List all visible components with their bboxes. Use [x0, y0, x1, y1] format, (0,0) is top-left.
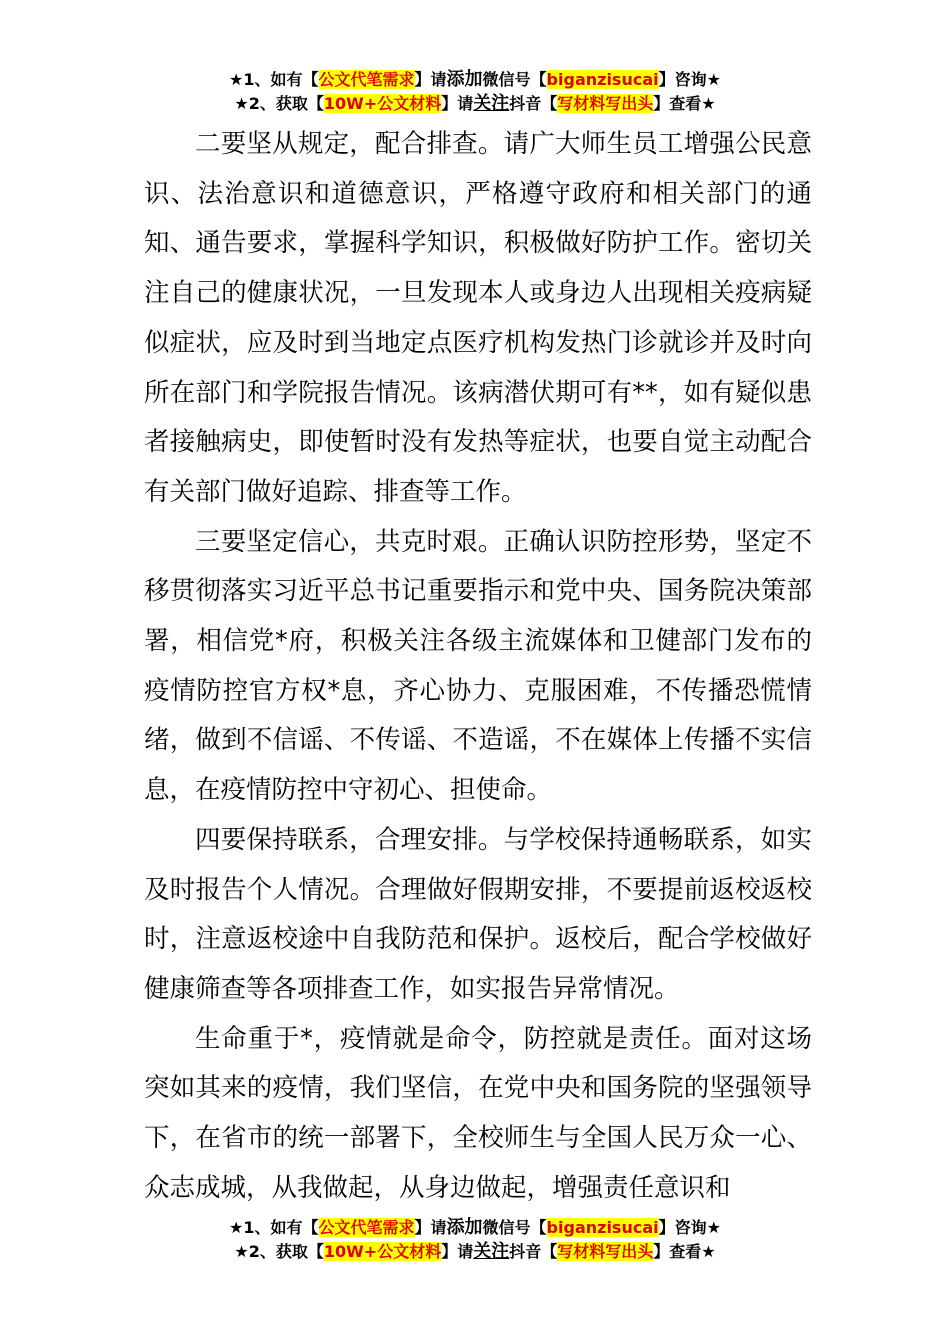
banner-line-2-highlight-materials: 10W+公文材料	[323, 94, 442, 113]
footer-banner-line-1	[0, 1216, 950, 1240]
banner-line-1-mid-2: 微信号【	[482, 70, 547, 89]
footer-banner	[0, 1216, 950, 1264]
paragraph-comply-screening: 二要坚从规定，配合排查。请广大师生员工增强公民意识、法治意识和道德意识，严格遵守政府和相关部门的通知、通告要求，掌握科学知识，积极做好防护工作。密切关注自己的健康状况，一旦发现本人或身边人出现相关疫病疑似症状，应及时到当地定点医疗机构发热门诊就诊并及时向所在部门和学院报告情况。该病潜伏期可有**，如有疑似患者接触病史，即使暂时没有发热等症状，也要自觉主动配合有关部门做好追踪、排查等工作。	[144, 129, 812, 507]
document-body	[144, 120, 812, 1213]
footer-line-2-highlight-materials: 10W+公文材料	[323, 1242, 442, 1261]
header-banner	[0, 68, 950, 116]
banner-line-2	[0, 92, 950, 116]
paragraph-confidence: 三要坚定信心，共克时艰。正确认识防控形势，坚定不移贯彻落实习近平总书记重要指示和党中央、国务院决策部署，相信党*府，积极关注各级主流媒体和卫健部门发布的疫情防控官方权*息，齐心协力、克服困难，不传播恐慌情绪，做到不信谣、不传谣、不造谣，不在媒体上传播不实信息，在疫情防控中守初心、担使命。	[144, 526, 812, 806]
footer-line-2-mid-2: 抖音【	[509, 1242, 558, 1261]
paragraph-conclusion: 生命重于*，疫情就是命令，防控就是责任。面对这场突如其来的疫情，我们坚信，在党中央和国务院的坚强领导下，在省市的统一部署下，全校师生与全国人民万众一心、众志成城，从我做起，从身边做起，增强责任意识和	[144, 1023, 812, 1203]
footer-line-2-emphasis: 关注	[473, 1241, 510, 1262]
footer-line-1-highlight-service: 公文代笔需求	[318, 1218, 415, 1237]
banner-line-1	[0, 68, 950, 92]
banner-line-2-mid: 】请	[441, 94, 474, 113]
footer-line-1-suffix: 】咨询★	[658, 1218, 721, 1237]
banner-line-1-prefix: ★1、如有【	[229, 70, 319, 89]
footer-line-2-highlight-douyin-id: 写材料写出头	[557, 1242, 654, 1261]
banner-line-1-mid: 】请	[414, 70, 447, 89]
footer-line-1-prefix: ★1、如有【	[229, 1218, 319, 1237]
banner-line-1-highlight-wechat-id: biganzisucai	[546, 70, 659, 89]
banner-line-1-emphasis: 添加	[446, 69, 483, 90]
footer-banner-line-2	[0, 1240, 950, 1264]
banner-line-2-highlight-douyin-id: 写材料写出头	[557, 94, 654, 113]
footer-line-2-suffix: 】查看★	[653, 1242, 716, 1261]
footer-line-2-prefix: ★2、获取【	[234, 1242, 324, 1261]
footer-line-1-mid: 】请	[414, 1218, 447, 1237]
paragraph-keep-contact: 四要保持联系，合理安排。与学校保持通畅联系，如实及时报告个人情况。合理做好假期安排，不要提前返校返校时，注意返校途中自我防范和保护。返校后，配合学校做好健康筛查等各项排查工作，如实报告异常情况。	[144, 824, 812, 1004]
banner-line-1-highlight-service: 公文代笔需求	[318, 70, 415, 89]
footer-line-1-mid-2: 微信号【	[482, 1218, 547, 1237]
banner-line-2-suffix: 】查看★	[653, 94, 716, 113]
banner-line-2-prefix: ★2、获取【	[234, 94, 324, 113]
banner-line-1-suffix: 】咨询★	[658, 70, 721, 89]
footer-line-2-mid: 】请	[441, 1242, 474, 1261]
footer-line-1-emphasis: 添加	[446, 1217, 483, 1238]
footer-line-1-highlight-wechat-id: biganzisucai	[546, 1218, 659, 1237]
banner-line-2-mid-2: 抖音【	[509, 94, 558, 113]
banner-line-2-emphasis: 关注	[473, 93, 510, 114]
